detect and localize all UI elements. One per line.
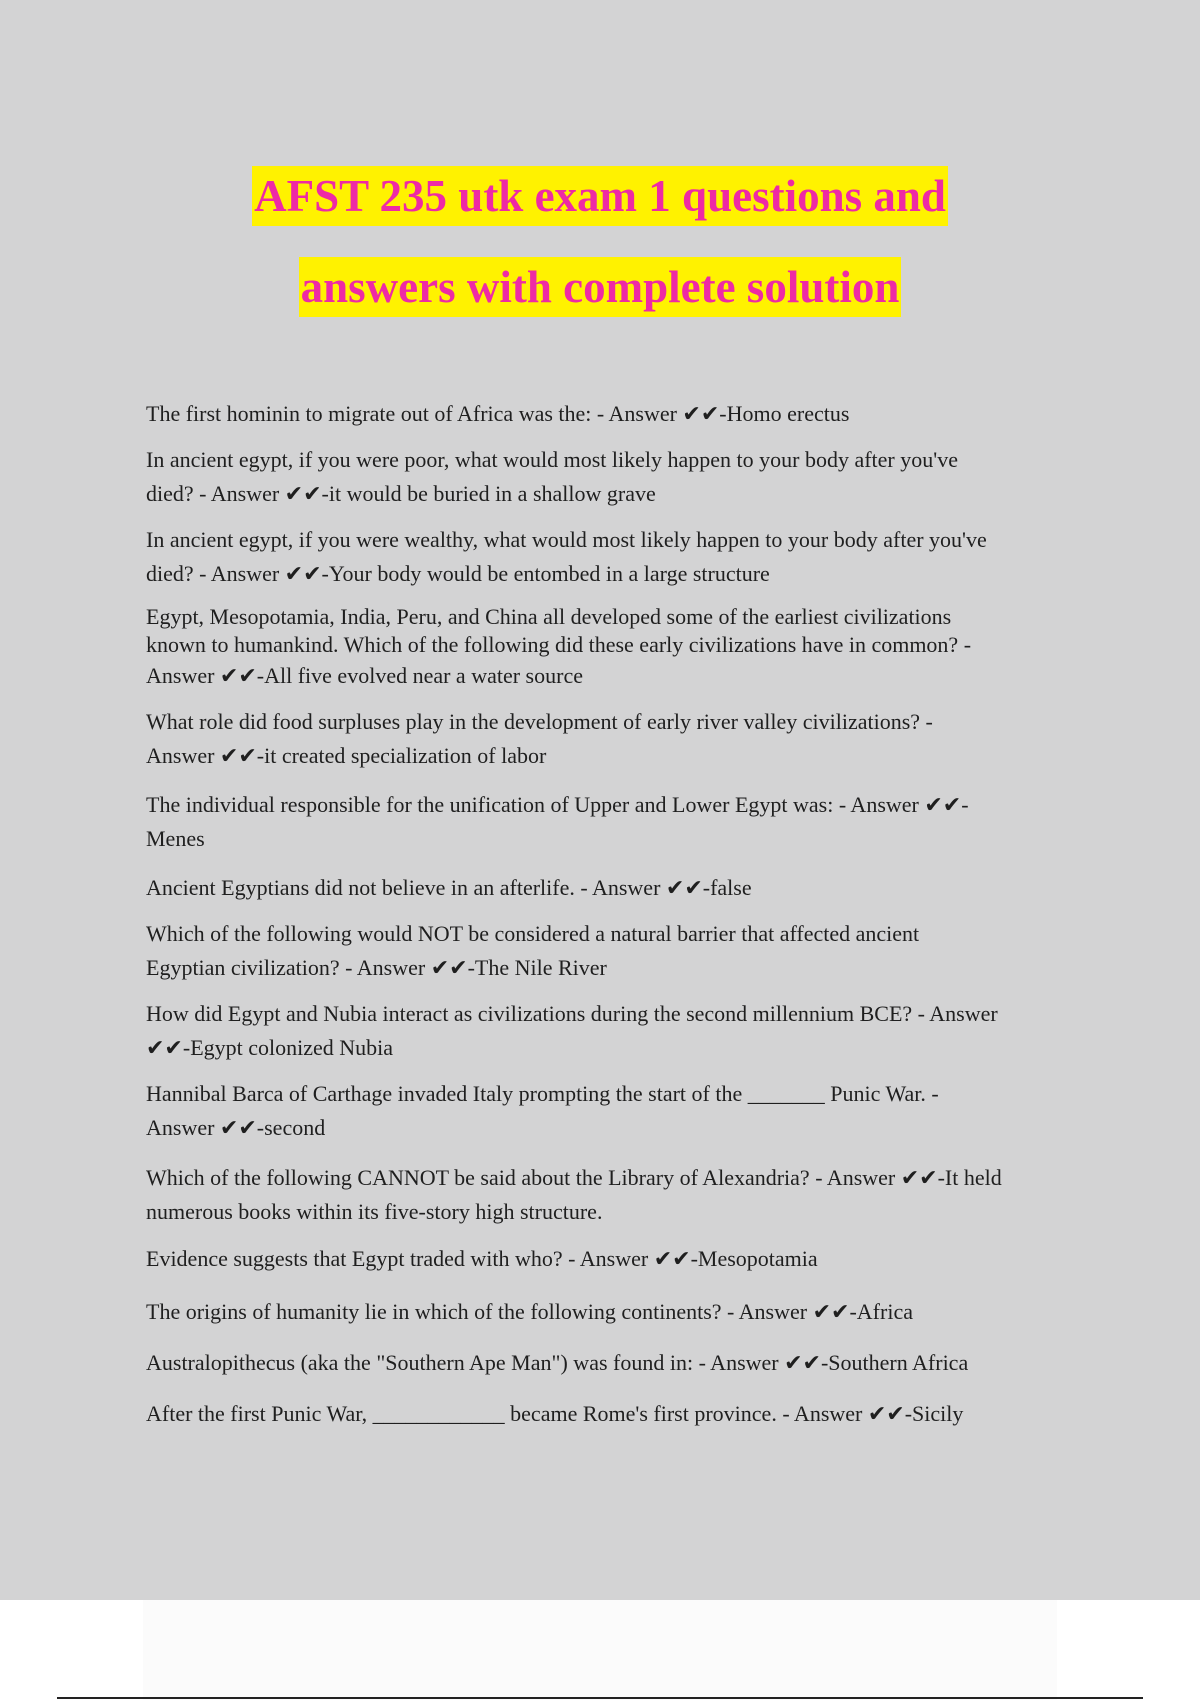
qa-item xyxy=(146,1242,1096,1276)
page-divider xyxy=(57,1697,1143,1699)
qa-line: Answer ✔✔-second xyxy=(146,1115,326,1140)
qa-line: Answer ✔✔-All five evolved near a water source xyxy=(146,663,583,688)
qa-line: In ancient egypt, if you were poor, what would most likely happen to your body after you've xyxy=(146,447,958,472)
qa-line: died? - Answer ✔✔-Your body would be entombed in a large structure xyxy=(146,561,770,586)
qa-line: ✔✔-Egypt colonized Nubia xyxy=(146,1035,394,1060)
qa-line: died? - Answer ✔✔-it would be buried in a shallow grave xyxy=(146,481,656,506)
qa-item xyxy=(146,788,1096,856)
qa-item xyxy=(146,1346,1096,1380)
qa-line: Menes xyxy=(146,826,205,851)
qa-line: known to humankind. Which of the following did these early civilizations have in common? - xyxy=(146,632,972,657)
qa-line: Answer ✔✔-it created specialization of labor xyxy=(146,743,547,768)
qa-line: Egypt, Mesopotamia, India, Peru, and China all developed some of the earliest civilizations xyxy=(146,604,952,629)
qa-line: What role did food surpluses play in the development of early river valley civilizations? - xyxy=(146,709,933,734)
qa-list xyxy=(146,397,1096,1431)
qa-item xyxy=(146,443,1096,511)
qa-line: numerous books within its five-story high structure. xyxy=(146,1199,603,1224)
qa-item xyxy=(146,397,1096,431)
qa-item xyxy=(146,603,1096,693)
qa-item xyxy=(146,997,1096,1065)
qa-item xyxy=(146,1397,1096,1431)
qa-line: After the first Punic War, ____________ became Rome's first province. - Answer ✔✔-Sicily xyxy=(146,1401,964,1426)
qa-line: Hannibal Barca of Carthage invaded Italy prompting the start of the _______ Punic War. - xyxy=(146,1081,939,1106)
qa-item xyxy=(146,1077,1096,1145)
qa-line: The first hominin to migrate out of Africa was the: - Answer ✔✔-Homo erectus xyxy=(146,401,850,426)
qa-item xyxy=(146,1161,1096,1229)
document-title xyxy=(0,166,1200,317)
qa-item xyxy=(146,917,1096,985)
qa-line: Which of the following CANNOT be said about the Library of Alexandria? - Answer ✔✔-It held xyxy=(146,1165,1002,1190)
qa-item xyxy=(146,871,1096,905)
qa-item xyxy=(146,1295,1096,1329)
qa-line: Evidence suggests that Egypt traded with who? - Answer ✔✔-Mesopotamia xyxy=(146,1246,818,1271)
qa-line: Which of the following would NOT be considered a natural barrier that affected ancient xyxy=(146,921,920,946)
qa-line: The origins of humanity lie in which of the following continents? - Answer ✔✔-Africa xyxy=(146,1299,913,1324)
qa-line: Egyptian civilization? - Answer ✔✔-The Nile River xyxy=(146,955,607,980)
qa-item xyxy=(146,705,1096,773)
qa-line: Ancient Egyptians did not believe in an afterlife. - Answer ✔✔-false xyxy=(146,875,752,900)
qa-line: How did Egypt and Nubia interact as civilizations during the second millennium BCE? - Answer xyxy=(146,1001,998,1026)
title-line: AFST 235 utk exam 1 questions and xyxy=(252,166,948,226)
qa-line: The individual responsible for the unification of Upper and Lower Egypt was: - Answer ✔✔- xyxy=(146,792,969,817)
qa-line: In ancient egypt, if you were wealthy, what would most likely happen to your body after you've xyxy=(146,527,987,552)
title-line: answers with complete solution xyxy=(299,257,902,317)
next-page-preview xyxy=(143,1600,1057,1700)
qa-line: Australopithecus (aka the "Southern Ape Man") was found in: - Answer ✔✔-Southern Africa xyxy=(146,1350,969,1375)
qa-item xyxy=(146,523,1096,591)
